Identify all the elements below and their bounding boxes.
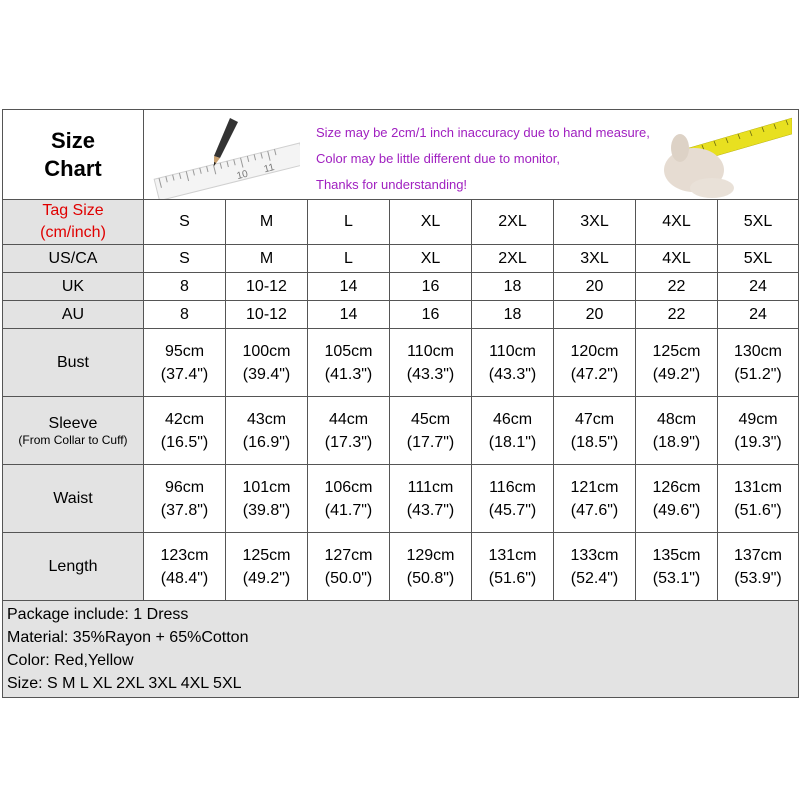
table-row	[3, 245, 799, 273]
table-cell: 20	[554, 273, 636, 301]
row-label	[3, 397, 144, 465]
title-line-1: Size	[50, 127, 96, 153]
measurement-inch: (47.6")	[570, 501, 619, 519]
measurement-cm: 135cm	[652, 546, 701, 564]
measurement-inch: (18.9")	[652, 433, 701, 451]
measurement-inch: (47.2")	[570, 365, 619, 383]
measurement-inch: (49.6")	[652, 501, 701, 519]
row-label	[3, 533, 144, 601]
measurement-cell	[390, 465, 472, 533]
measurement-cm: 105cm	[324, 342, 373, 360]
table-cell: 18	[472, 273, 554, 301]
size-header-cell: 3XL	[554, 200, 636, 245]
row-label: AU	[3, 301, 144, 329]
measurement-cell	[718, 533, 799, 601]
measurement-cm: 116cm	[489, 478, 536, 496]
ruler-number-10: 10	[235, 168, 250, 183]
table-row	[3, 273, 799, 301]
table-cell: 18	[472, 301, 554, 329]
measurement-cell	[718, 329, 799, 397]
size-header-cell: S	[144, 200, 226, 245]
table-cell: L	[308, 245, 390, 273]
measurement-cm: 96cm	[164, 478, 205, 496]
measurement-cm: 120cm	[570, 342, 619, 360]
table-cell: 3XL	[554, 245, 636, 273]
measurement-cell	[636, 397, 718, 465]
row-label-text: Waist	[53, 489, 93, 507]
size-chart-title	[3, 110, 144, 200]
size-header-cell: M	[226, 200, 308, 245]
measurement-cm: 100cm	[242, 342, 291, 360]
table-cell: M	[226, 245, 308, 273]
measurement-cell	[472, 533, 554, 601]
measurement-cell	[144, 397, 226, 465]
product-info-line: Size: S M L XL 2XL 3XL 4XL 5XL	[7, 675, 242, 692]
measurement-cm: 125cm	[242, 546, 291, 564]
measurement-cell	[144, 533, 226, 601]
measurement-cm: 133cm	[570, 546, 619, 564]
measurement-cell	[226, 397, 308, 465]
measurement-cm: 125cm	[652, 342, 701, 360]
measurement-cell	[554, 329, 636, 397]
row-label-text: Sleeve	[48, 414, 98, 432]
table-row	[3, 465, 799, 533]
measurement-cell	[636, 533, 718, 601]
measurement-cm: 126cm	[652, 478, 701, 496]
measurement-inch: (37.8")	[160, 501, 209, 519]
table-cell: 8	[144, 273, 226, 301]
measurement-inch: (39.4")	[242, 365, 291, 383]
measurement-inch: (48.4")	[160, 569, 209, 587]
measurement-inch: (41.3")	[324, 365, 373, 383]
measurement-cm: 137cm	[733, 546, 783, 564]
row-label	[3, 465, 144, 533]
ruler-body	[154, 143, 300, 199]
measurement-inch: (17.3")	[324, 433, 373, 451]
measurement-cell	[226, 329, 308, 397]
notice-line-3: Thanks for understanding!	[316, 177, 468, 192]
measurement-inch: (16.9")	[242, 433, 291, 451]
row-label-text: Bust	[56, 353, 89, 371]
table-cell: 24	[718, 273, 799, 301]
table-cell: 22	[636, 301, 718, 329]
measurement-cm: 44cm	[328, 410, 369, 428]
measurement-cm: 110cm	[489, 342, 536, 360]
ruler-number-11: 11	[262, 162, 276, 176]
table-row	[3, 397, 799, 465]
measurement-inch: (41.7")	[324, 501, 373, 519]
measurement-inch: (43.3")	[488, 365, 537, 383]
row-label: UK	[3, 273, 144, 301]
measurement-cell	[308, 329, 390, 397]
row-label	[3, 329, 144, 397]
measurement-cm: 129cm	[406, 546, 455, 564]
row-label: US/CA	[3, 245, 144, 273]
measurement-inch: (50.8")	[406, 569, 455, 587]
measurement-inch: (43.7")	[406, 501, 455, 519]
measurement-inch: (53.1")	[652, 569, 701, 587]
table-cell: 10-12	[226, 301, 308, 329]
table-cell: XL	[390, 245, 472, 273]
table-row	[3, 329, 799, 397]
size-header-cell: 5XL	[718, 200, 799, 245]
measurement-inch: (19.3")	[734, 433, 782, 451]
table-cell: 8	[144, 301, 226, 329]
size-header-cell: XL	[390, 200, 472, 245]
measurement-cell	[390, 533, 472, 601]
measurement-inch: (45.7")	[488, 501, 537, 519]
measurement-cell	[390, 329, 472, 397]
table-cell: 14	[308, 301, 390, 329]
measurement-inch: (39.8")	[242, 501, 291, 519]
measurement-cell	[226, 465, 308, 533]
measurement-cm: 131cm	[733, 478, 783, 496]
measurement-cell	[554, 465, 636, 533]
measurement-cm: 121cm	[570, 478, 619, 496]
measurement-inch: (51.6")	[734, 501, 782, 519]
table-cell: 4XL	[636, 245, 718, 273]
measurement-cell	[472, 397, 554, 465]
notice-line-2: Color may be little different due to monitor,	[316, 151, 560, 166]
size-chart-table	[2, 109, 799, 698]
size-header-cell: L	[308, 200, 390, 245]
table-cell: 2XL	[472, 245, 554, 273]
product-info-line: Material: 35%Rayon + 65%Cotton	[7, 629, 249, 646]
table-cell: 24	[718, 301, 799, 329]
measurement-cm: 106cm	[324, 478, 373, 496]
title-line-2: Chart	[44, 155, 102, 181]
measurement-cell	[718, 465, 799, 533]
measurement-cm: 123cm	[160, 546, 209, 564]
measurement-inch: (51.2")	[734, 365, 782, 383]
measurement-inch: (52.4")	[570, 569, 619, 587]
measurement-inch: (51.6")	[488, 569, 537, 587]
measurement-cm: 110cm	[407, 342, 454, 360]
table-cell: 22	[636, 273, 718, 301]
tag-size-label	[3, 200, 144, 245]
measurement-cm: 42cm	[164, 410, 205, 428]
ruler-pencil-illustration	[150, 114, 300, 200]
measurement-cm: 45cm	[410, 410, 451, 428]
measurement-cell	[636, 465, 718, 533]
measurement-cm: 101cm	[242, 478, 291, 496]
measurement-inch: (49.2")	[242, 569, 291, 587]
row-sublabel: (From Collar to Cuff)	[18, 432, 128, 447]
notice-text	[316, 120, 650, 198]
header-row	[3, 110, 799, 200]
measurement-inch: (16.5")	[160, 433, 209, 451]
measurement-cm: 48cm	[656, 410, 697, 428]
size-header-cell: 2XL	[472, 200, 554, 245]
tag-size-label-line-1: Tag Size	[42, 202, 104, 219]
notice-banner	[144, 110, 799, 200]
measurement-cm: 43cm	[246, 410, 287, 428]
measurement-cell	[308, 465, 390, 533]
table-cell: 16	[390, 301, 472, 329]
table-cell: S	[144, 245, 226, 273]
measurement-inch: (43.3")	[406, 365, 455, 383]
measurement-cell	[308, 397, 390, 465]
measurement-cell	[554, 397, 636, 465]
table-cell: 20	[554, 301, 636, 329]
measurement-cell	[226, 533, 308, 601]
table-cell: 10-12	[226, 273, 308, 301]
measurement-cm: 111cm	[407, 478, 454, 496]
measurement-inch: (49.2")	[652, 365, 701, 383]
product-info-line: Package include: 1 Dress	[7, 606, 189, 623]
measurement-inch: (37.4")	[160, 365, 209, 383]
measurement-inch: (17.7")	[406, 433, 455, 451]
measurement-inch: (18.5")	[570, 433, 619, 451]
hand-tape-measure-illustration	[642, 112, 792, 198]
measurement-cell	[472, 329, 554, 397]
table-cell: 14	[308, 273, 390, 301]
product-info	[3, 601, 799, 698]
measurement-cell	[472, 465, 554, 533]
measurement-cell	[554, 533, 636, 601]
tag-size-label-line-2: (cm/inch)	[40, 224, 106, 241]
table-cell: 16	[390, 273, 472, 301]
measurement-cm: 131cm	[488, 546, 537, 564]
measurement-cm: 49cm	[738, 410, 778, 428]
measurement-inch: (53.9")	[734, 569, 782, 587]
row-label-text: Length	[48, 557, 98, 575]
measurement-cell	[718, 397, 799, 465]
footer-row	[3, 601, 799, 698]
measurement-inch: (50.0")	[324, 569, 373, 587]
measurement-cell	[308, 533, 390, 601]
measurement-cm: 130cm	[733, 342, 783, 360]
measurement-cell	[144, 329, 226, 397]
measurement-cm: 127cm	[324, 546, 373, 564]
table-row	[3, 301, 799, 329]
notice-line-1: Size may be 2cm/1 inch inaccuracy due to hand measure,	[316, 125, 650, 140]
measurement-cm: 47cm	[574, 410, 615, 428]
measurement-cm: 46cm	[492, 410, 533, 428]
tag-size-row	[3, 200, 799, 245]
measurement-cell	[636, 329, 718, 397]
table-row	[3, 533, 799, 601]
table-cell: 5XL	[718, 245, 799, 273]
measurement-cm: 95cm	[164, 342, 205, 360]
measurement-inch: (18.1")	[488, 433, 537, 451]
size-header-cell: 4XL	[636, 200, 718, 245]
measurement-cell	[144, 465, 226, 533]
product-info-line: Color: Red,Yellow	[7, 652, 134, 669]
measurement-cell	[390, 397, 472, 465]
